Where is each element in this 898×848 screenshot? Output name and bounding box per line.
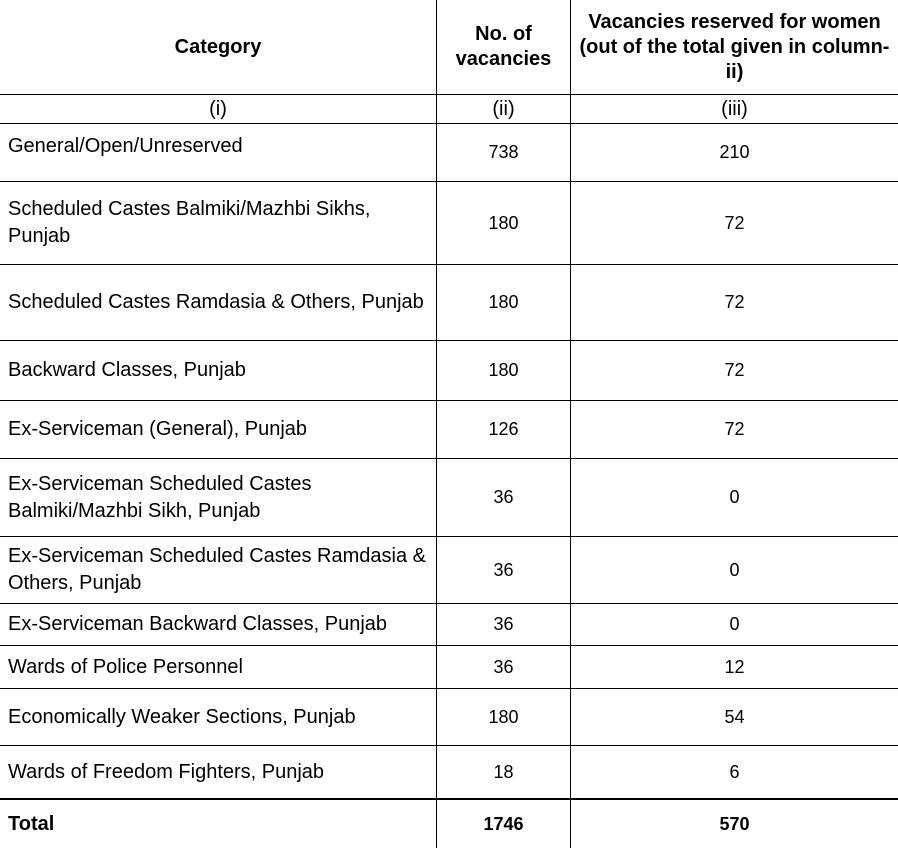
header-vacancies: No. of vacancies [455,23,552,70]
row-vacancies: 36 [493,487,514,507]
row-category: Wards of Police Personnel [8,655,243,678]
row-vacancies: 180 [488,706,519,727]
row-vacancies: 36 [493,559,514,580]
row-women-vacancies: 72 [724,212,745,233]
row-category: Ex-Serviceman Scheduled Castes Balmiki/Mazhbi Sikh, Punjab [8,472,312,522]
row-category: Ex-Serviceman Scheduled Castes Ramdasia & Others, Punjab [8,545,426,594]
header-women-vacancies: Vacancies reserved for women (out of the total given in column-ii) [579,10,890,83]
row-women-vacancies: 0 [729,559,740,580]
row-vacancies: 18 [493,761,514,782]
row-women-vacancies: 210 [719,142,750,162]
row-category: General/Open/Unreserved [8,134,243,157]
row-vacancies: 36 [493,656,514,677]
row-category: Ex-Serviceman Backward Classes, Punjab [8,613,388,635]
row-women-vacancies: 0 [729,614,740,634]
row-women-vacancies: 72 [724,292,745,312]
subheader-col2: (ii) [492,97,515,120]
row-vacancies: 180 [488,360,519,380]
row-vacancies: 180 [488,292,519,312]
row-women-vacancies: 0 [729,487,740,507]
total-label: Total [8,812,55,835]
row-category: Economically Weaker Sections, Punjab [8,705,356,728]
row-women-vacancies: 72 [724,360,745,380]
row-women-vacancies: 12 [724,656,745,677]
row-vacancies: 126 [488,419,519,439]
row-category: Wards of Freedom Fighters, Punjab [8,760,325,783]
row-vacancies: 738 [488,142,519,162]
row-category: Backward Classes, Punjab [8,359,246,381]
row-category: Ex-Serviceman (General), Punjab [8,418,308,440]
row-vacancies: 36 [493,614,514,634]
total-women-vacancies: 570 [719,813,750,834]
subheader-col3: (iii) [721,97,748,120]
subheader-col1: (i) [209,97,227,120]
row-vacancies: 180 [488,212,519,233]
row-category: Scheduled Castes Balmiki/Mazhbi Sikhs, Punjab [8,198,371,247]
row-women-vacancies: 6 [729,761,740,782]
total-vacancies: 1746 [483,813,524,834]
row-women-vacancies: 72 [724,419,745,439]
row-women-vacancies: 54 [724,706,745,727]
row-category: Scheduled Castes Ramdasia & Others, Punjab [8,291,424,313]
header-category: Category [174,35,262,58]
